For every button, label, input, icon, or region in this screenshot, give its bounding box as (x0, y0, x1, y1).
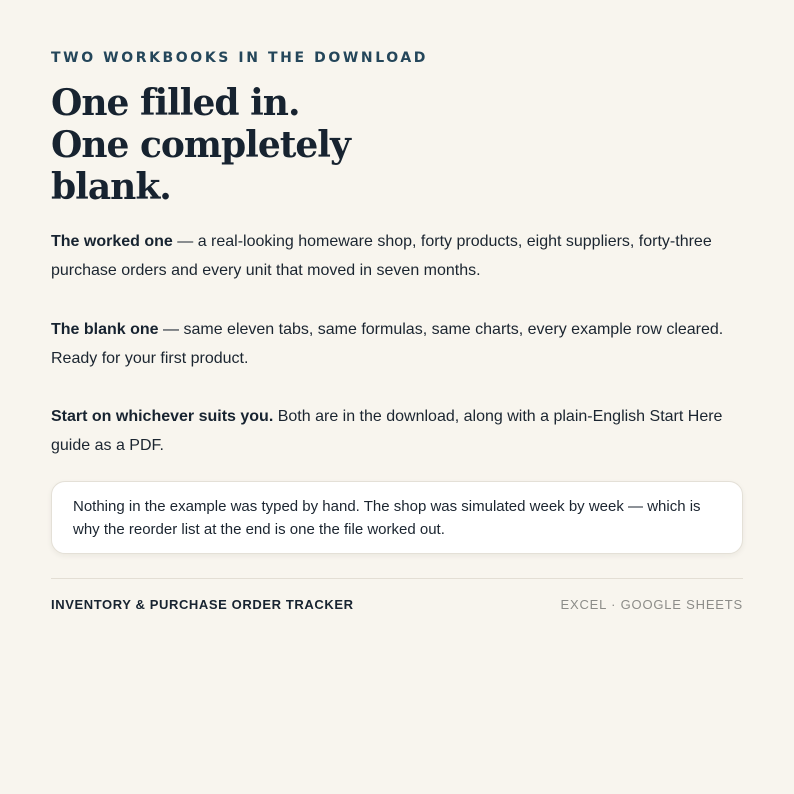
page-title-line-2: One completely (51, 124, 350, 166)
note-card (51, 481, 743, 554)
blank-workbook-description (51, 315, 743, 373)
footer-product-name: INVENTORY & PURCHASE ORDER TRACKER (51, 597, 354, 612)
footer-divider (51, 578, 743, 579)
eyebrow-label: TWO WORKBOOKS IN THE DOWNLOAD (51, 50, 429, 66)
blank-workbook-body: — same eleven tabs, same formulas, same charts, every example row cleared. Ready for your first product. (51, 321, 724, 367)
start-body: Both are in the download, along with a plain-English Start Here guide as a PDF. (51, 408, 723, 454)
blank-workbook-lead: The blank one (51, 321, 159, 338)
page-title (51, 82, 350, 208)
worked-workbook-body: — a real-looking homeware shop, forty products, eight suppliers, forty-three purchase orders and every unit that moved in seven months. (51, 233, 712, 279)
start-description (51, 402, 743, 460)
start-lead: Start on whichever suits you. (51, 408, 274, 425)
page-title-line-3: blank. (51, 166, 171, 208)
worked-workbook-lead: The worked one (51, 233, 173, 250)
footer-platforms: EXCEL · GOOGLE SHEETS (560, 597, 743, 612)
page-title-line-1: One filled in. (51, 82, 300, 124)
note-text: Nothing in the example was typed by hand. The shop was simulated week by week — which is why the reorder list at the end is one the file worked out. (73, 498, 701, 538)
worked-workbook-description (51, 227, 743, 285)
